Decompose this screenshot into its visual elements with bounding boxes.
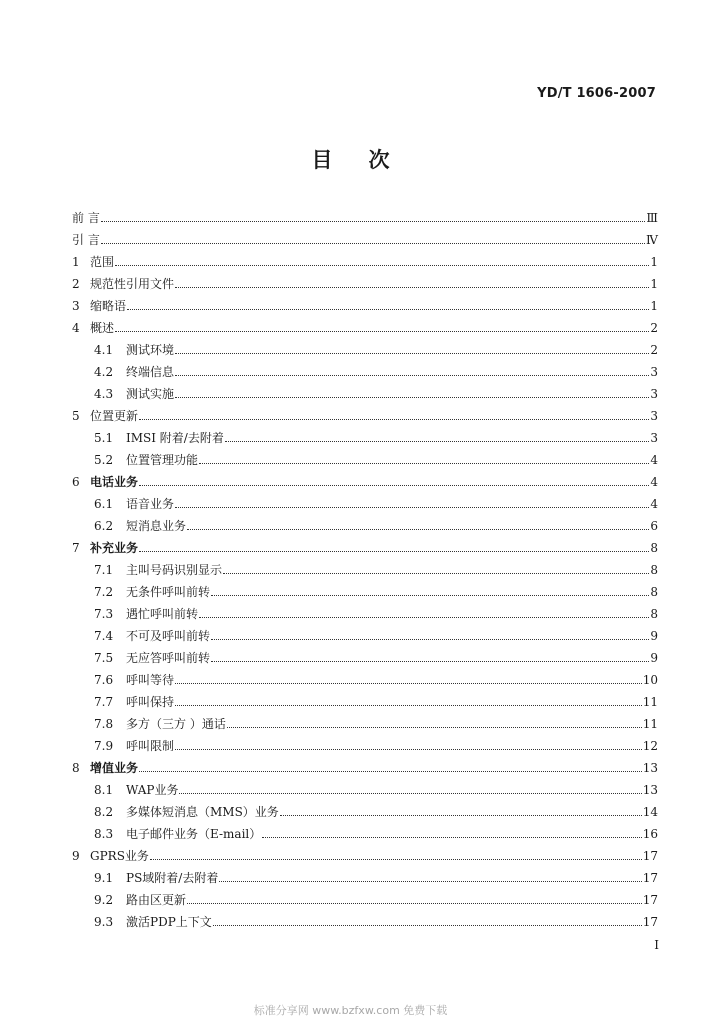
toc-entry-label: 电子邮件业务（E-mail） <box>126 827 262 841</box>
toc-entry-label: 不可及呼叫前转 <box>126 629 211 643</box>
toc-entry-label: 呼叫限制 <box>126 739 175 753</box>
toc-dot-leader <box>223 572 649 574</box>
title-char-2: 次 <box>368 148 390 172</box>
toc-entry[interactable] <box>72 665 658 687</box>
toc-entry-page: 12 <box>642 739 658 753</box>
toc-entry-label: 路由区更新 <box>126 893 187 907</box>
toc-dot-leader <box>179 792 641 794</box>
toc-dot-leader <box>262 836 641 838</box>
toc-entry-label: WAP业务 <box>126 783 179 797</box>
toc-entry-page: 4 <box>650 453 658 467</box>
toc-dot-leader <box>101 242 645 244</box>
toc-entry-page: 3 <box>650 431 658 445</box>
toc-entry-number: 7.9 <box>94 739 114 753</box>
toc-entry-number: 9.1 <box>94 871 114 885</box>
toc-entry-page: 11 <box>642 717 658 731</box>
toc-dot-leader <box>187 902 642 904</box>
toc-entry[interactable] <box>72 819 658 841</box>
toc-entry-number: 5.1 <box>94 431 114 445</box>
toc-entry[interactable] <box>72 225 658 247</box>
toc-dot-leader <box>115 330 649 332</box>
toc-entry-page: Ⅳ <box>646 233 658 247</box>
toc-dot-leader <box>225 440 650 442</box>
toc-entry[interactable] <box>72 467 658 489</box>
toc-entry-number: 7.5 <box>94 651 114 665</box>
toc-entry-label: 测试环境 <box>126 343 175 357</box>
toc-entry-label: 电话业务 <box>90 475 139 489</box>
toc-entry-label: 位置管理功能 <box>126 453 199 467</box>
toc-entry[interactable] <box>72 533 658 555</box>
toc-entry-page: Ⅲ <box>646 211 658 225</box>
toc-entry-page: 16 <box>642 827 658 841</box>
toc-dot-leader <box>175 396 649 398</box>
toc-entry-page: 2 <box>650 321 658 335</box>
toc-entry[interactable] <box>72 599 658 621</box>
toc-entry-number: 7.1 <box>94 563 114 577</box>
toc-entry-page: 8 <box>650 585 658 599</box>
toc-entry-number: 引 言 <box>72 233 100 247</box>
toc-entry[interactable] <box>72 863 658 885</box>
toc-dot-leader <box>211 638 649 640</box>
toc-entry-number: 8.1 <box>94 783 114 797</box>
toc-entry-label: 激活PDP上下文 <box>126 915 212 929</box>
toc-entry-number: 前 言 <box>72 211 100 225</box>
toc-entry-number: 4.2 <box>94 365 114 379</box>
toc-dot-leader <box>280 814 642 816</box>
toc-entry-label: 呼叫等待 <box>126 673 175 687</box>
toc-dot-leader <box>213 924 642 926</box>
toc-entry-label: 缩略语 <box>90 299 127 313</box>
toc-entry-page: 8 <box>650 541 658 555</box>
toc-entry-page: 6 <box>650 519 658 533</box>
toc-entry[interactable] <box>72 247 658 269</box>
toc-dot-leader <box>175 682 642 684</box>
toc-dot-leader <box>227 726 642 728</box>
toc-entry-label: 多媒体短消息（MMS）业务 <box>126 805 279 819</box>
footer-watermark: 标准分享网 www.bzfxw.com 免费下载 <box>253 1004 448 1017</box>
toc-dot-leader <box>101 220 646 222</box>
toc-entry-label: GPRS业务 <box>90 849 149 863</box>
toc-entry[interactable] <box>72 335 658 357</box>
toc-entry[interactable] <box>72 291 658 313</box>
toc-entry[interactable] <box>72 731 658 753</box>
toc-dot-leader <box>139 484 649 486</box>
toc-dot-leader <box>139 418 649 420</box>
toc-entry[interactable] <box>72 489 658 511</box>
toc-entry-number: 8 <box>72 761 80 775</box>
toc-entry-page: 3 <box>650 409 658 423</box>
toc-dot-leader <box>139 550 649 552</box>
toc-entry[interactable] <box>72 687 658 709</box>
toc-entry-label: 呼叫保持 <box>126 695 175 709</box>
toc-entry[interactable] <box>72 401 658 423</box>
toc-entry-number: 4 <box>72 321 80 335</box>
toc-entry-label: 遇忙呼叫前转 <box>126 607 199 621</box>
toc-entry-number: 7.7 <box>94 695 114 709</box>
toc-entry-page: 1 <box>650 299 658 313</box>
toc-entry-page: 1 <box>650 255 658 269</box>
toc-dot-leader <box>211 660 649 662</box>
toc-entry-page: 17 <box>642 849 658 863</box>
toc-entry-number: 8.2 <box>94 805 114 819</box>
toc-entry-number: 6.2 <box>94 519 114 533</box>
toc-entry[interactable] <box>72 841 658 863</box>
toc-entry-page: 10 <box>642 673 658 687</box>
title-char-1: 目 <box>311 148 333 172</box>
toc-entry-number: 9.2 <box>94 893 114 907</box>
toc-entry-page: 3 <box>650 387 658 401</box>
toc-entry[interactable] <box>72 797 658 819</box>
toc-entry-number: 2 <box>72 277 80 291</box>
toc-entry-number: 7.6 <box>94 673 114 687</box>
toc-entry[interactable] <box>72 753 658 775</box>
toc-entry-label: PS域附着/去附着 <box>126 871 219 885</box>
toc-entry[interactable] <box>72 577 658 599</box>
toc-entry-label: 主叫号码识别显示 <box>126 563 223 577</box>
toc-entry-number: 9 <box>72 849 80 863</box>
toc-entry-page: 13 <box>642 761 658 775</box>
toc-entry-page: 11 <box>642 695 658 709</box>
toc-dot-leader <box>127 308 649 310</box>
toc-entry[interactable] <box>72 269 658 291</box>
toc-entry-page: 1 <box>650 277 658 291</box>
toc-entry-page: 14 <box>642 805 658 819</box>
toc-entry-page: 17 <box>642 871 658 885</box>
table-of-contents <box>72 203 658 929</box>
toc-dot-leader <box>211 594 649 596</box>
toc-entry-page: 3 <box>650 365 658 379</box>
toc-dot-leader <box>175 748 642 750</box>
toc-entry-number: 7.2 <box>94 585 114 599</box>
toc-entry-page: 2 <box>650 343 658 357</box>
toc-entry[interactable] <box>72 621 658 643</box>
toc-entry-number: 1 <box>72 255 80 269</box>
toc-entry-number: 5 <box>72 409 80 423</box>
toc-entry-label: 无应答呼叫前转 <box>126 651 211 665</box>
toc-entry-label: 位置更新 <box>90 409 139 423</box>
toc-entry[interactable] <box>72 643 658 665</box>
toc-entry-page: 8 <box>650 563 658 577</box>
toc-dot-leader <box>139 770 642 772</box>
toc-entry-number: 8.3 <box>94 827 114 841</box>
toc-entry-page: 4 <box>650 497 658 511</box>
toc-entry[interactable] <box>72 885 658 907</box>
toc-entry-label: 补充业务 <box>90 541 139 555</box>
toc-entry-page: 4 <box>650 475 658 489</box>
toc-entry-label: 概述 <box>90 321 115 335</box>
toc-entry[interactable] <box>72 203 658 225</box>
toc-entry-page: 13 <box>642 783 658 797</box>
toc-dot-leader <box>175 374 649 376</box>
page-number: I <box>654 938 659 952</box>
toc-entry[interactable] <box>72 445 658 467</box>
toc-entry-page: 17 <box>642 893 658 907</box>
toc-entry[interactable] <box>72 379 658 401</box>
toc-entry-number: 7.3 <box>94 607 114 621</box>
toc-dot-leader <box>175 286 649 288</box>
toc-entry-number: 5.2 <box>94 453 114 467</box>
toc-entry-number: 3 <box>72 299 80 313</box>
toc-entry-label: 无条件呼叫前转 <box>126 585 211 599</box>
page-title <box>0 144 701 174</box>
toc-entry-label: 多方（三方 ）通话 <box>126 717 226 731</box>
toc-entry[interactable] <box>72 775 658 797</box>
standard-code: YD/T 1606-2007 <box>537 86 656 101</box>
toc-entry-number: 4.1 <box>94 343 114 357</box>
toc-entry-label: IMSI 附着/去附着 <box>126 431 224 445</box>
toc-entry-label: 语音业务 <box>126 497 175 511</box>
toc-entry-number: 7.8 <box>94 717 114 731</box>
toc-entry-number: 9.3 <box>94 915 114 929</box>
toc-entry-page: 9 <box>650 651 658 665</box>
toc-dot-leader <box>175 352 649 354</box>
toc-entry[interactable] <box>72 511 658 533</box>
toc-entry[interactable] <box>72 907 658 929</box>
toc-entry-number: 7.4 <box>94 629 114 643</box>
toc-entry[interactable] <box>72 357 658 379</box>
toc-entry-page: 8 <box>650 607 658 621</box>
toc-entry-number: 4.3 <box>94 387 114 401</box>
toc-entry-page: 17 <box>642 915 658 929</box>
toc-dot-leader <box>199 462 649 464</box>
toc-dot-leader <box>199 616 649 618</box>
toc-entry[interactable] <box>72 423 658 445</box>
toc-entry[interactable] <box>72 313 658 335</box>
toc-entry-label: 测试实施 <box>126 387 175 401</box>
toc-entry-label: 终端信息 <box>126 365 175 379</box>
toc-entry-label: 短消息业务 <box>126 519 187 533</box>
toc-dot-leader <box>175 704 642 706</box>
toc-dot-leader <box>150 858 642 860</box>
toc-entry-page: 9 <box>650 629 658 643</box>
toc-entry-number: 6.1 <box>94 497 114 511</box>
toc-dot-leader <box>115 264 649 266</box>
toc-dot-leader <box>175 506 649 508</box>
toc-entry-label: 范围 <box>90 255 115 269</box>
toc-entry[interactable] <box>72 555 658 577</box>
toc-entry-label: 增值业务 <box>90 761 139 775</box>
toc-dot-leader <box>187 528 649 530</box>
toc-entry-number: 7 <box>72 541 80 555</box>
toc-entry[interactable] <box>72 709 658 731</box>
toc-entry-label: 规范性引用文件 <box>90 277 175 291</box>
toc-dot-leader <box>219 880 641 882</box>
toc-entry-number: 6 <box>72 475 80 489</box>
